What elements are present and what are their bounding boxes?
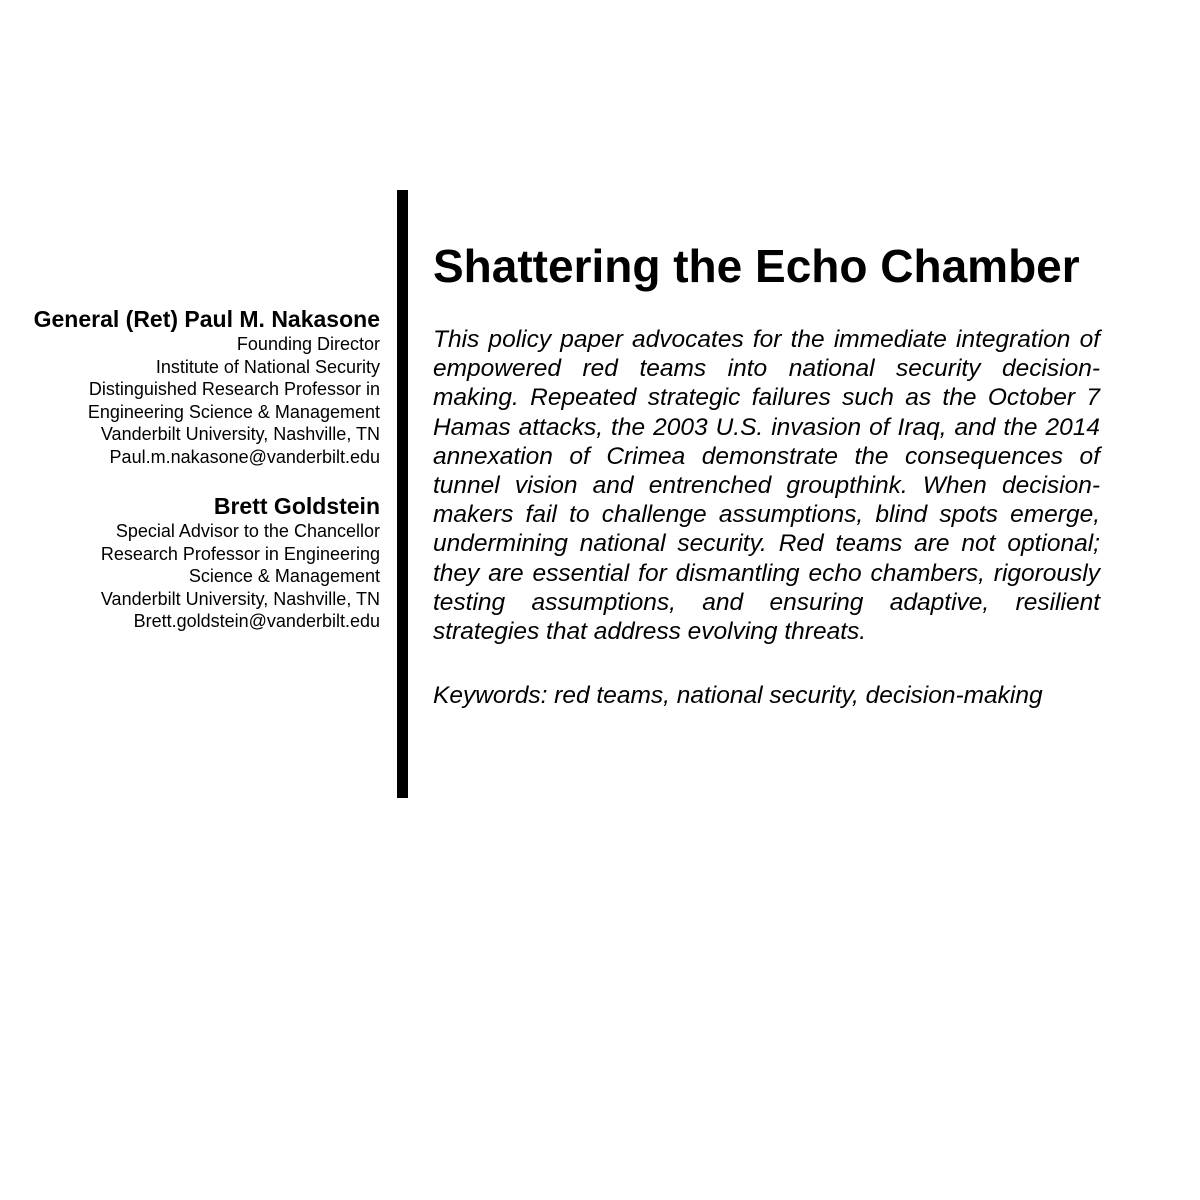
author-email: Paul.m.nakasone@vanderbilt.edu — [109, 446, 380, 467]
abstract-line: Hamas attacks, the 2003 U.S. invasion of Iraq, and the 2014 — [433, 413, 1100, 441]
author-affiliation-line: Engineering Science & Management — [87, 401, 380, 422]
author-block-nakasone — [28, 305, 380, 468]
author-column — [28, 305, 380, 633]
author-name: Brett Goldstein — [213, 493, 380, 519]
author-block-goldstein — [28, 492, 380, 633]
abstract-line: testing assumptions, and ensuring adaptive, resilient — [433, 588, 1100, 616]
author-affiliation-line: Special Advisor to the Chancellor — [115, 521, 380, 541]
author-affiliation-line: Vanderbilt University, Nashville, TN — [100, 424, 380, 444]
abstract-line: making. Repeated strategic failures such as the October 7 — [433, 384, 1100, 412]
paper-title: Shattering the Echo Chamber — [433, 240, 1080, 292]
abstract-paragraph — [433, 325, 1100, 646]
abstract-line: This policy paper advocates for the immediate integration of — [433, 326, 1100, 353]
author-affiliation-line: Science & Management — [188, 566, 380, 586]
author-affiliation-line: Founding Director — [236, 334, 380, 354]
author-affiliation-line: Institute of National Security — [155, 356, 380, 377]
abstract-line: annexation of Crimea demonstrate the consequences of — [433, 442, 1100, 470]
vertical-divider-bar — [397, 190, 408, 798]
abstract-line: undermining national security. Red teams are not optional; — [433, 530, 1100, 558]
author-email: Brett.goldstein@vanderbilt.edu — [133, 611, 380, 631]
abstract-line: empowered red teams into national security decision- — [433, 355, 1100, 383]
author-affiliation-line: Distinguished Research Professor in — [88, 379, 380, 399]
author-name: General (Ret) Paul M. Nakasone — [33, 306, 380, 332]
author-affiliation-line: Research Professor in Engineering — [100, 543, 380, 564]
abstract-line: makers fail to challenge assumptions, blind spots emerge, — [433, 501, 1100, 529]
author-affiliation-line: Vanderbilt University, Nashville, TN — [100, 588, 380, 609]
keywords-line: Keywords: red teams, national security, decision-making — [433, 682, 1043, 709]
abstract-line: strategies that address evolving threats. — [433, 618, 867, 646]
abstract-line: they are essential for dismantling echo chambers, rigorously — [433, 559, 1100, 587]
abstract-line: tunnel vision and entrenched groupthink. When decision- — [433, 472, 1100, 500]
